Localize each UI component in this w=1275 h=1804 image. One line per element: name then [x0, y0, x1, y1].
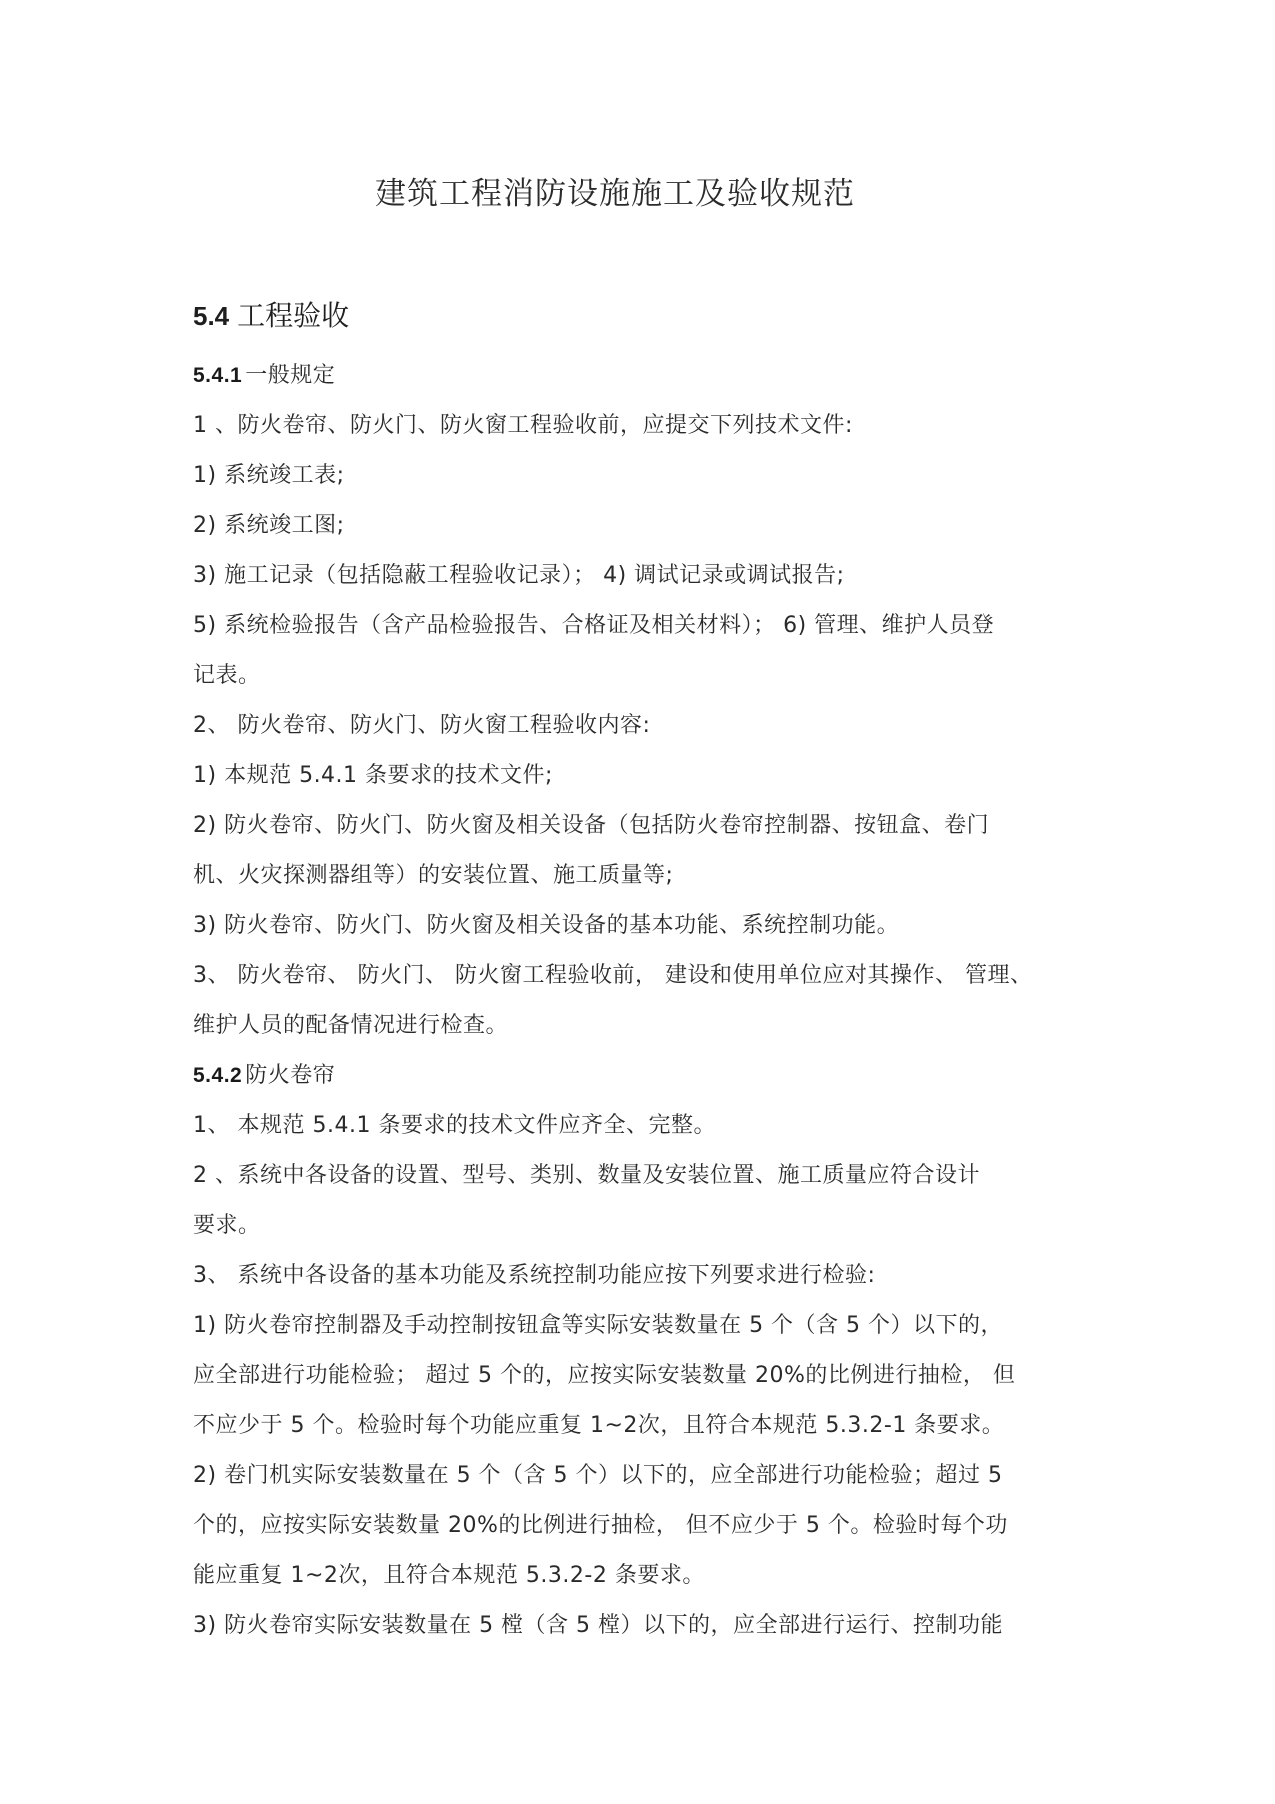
paragraph-line: 1 、防火卷帘、防火门、防火窗工程验收前，应提交下列技术文件:	[193, 413, 853, 438]
paragraph-line: 1) 系统竣工表;	[193, 463, 345, 488]
paragraph-line: 2) 防火卷帘、防火门、防火窗及相关设备（包括防火卷帘控制器、按钮盒、卷门	[193, 813, 990, 838]
paragraph-line: 维护人员的配备情况进行检查。	[193, 1013, 509, 1038]
paragraph-line: 2) 卷门机实际安装数量在 5 个（含 5 个）以下的，应全部进行功能检验；超过 5	[193, 1463, 1003, 1488]
paragraph-line: 能应重复 1~2次，且符合本规范 5.3.2-2 条要求。	[193, 1563, 705, 1588]
paragraph-line: 3、 系统中各设备的基本功能及系统控制功能应按下列要求进行检验:	[193, 1263, 876, 1288]
paragraph-line: 1) 防火卷帘控制器及手动控制按钮盒等实际安装数量在 5 个（含 5 个）以下的，	[193, 1313, 1004, 1338]
subsection-heading-fire-shutter	[193, 1058, 1093, 1089]
paragraph-line: 1) 本规范 5.4.1 条要求的技术文件;	[193, 763, 553, 788]
section-number: 5.4	[193, 301, 230, 331]
document-title: 建筑工程消防设施施工及验收规范	[375, 176, 855, 212]
subsection-label: 防火卷帘	[245, 1063, 336, 1088]
subsection-number: 5.4.2	[193, 1064, 243, 1087]
subsection-label: 一般规定	[245, 363, 336, 388]
paragraph-line: 3) 防火卷帘、防火门、防火窗及相关设备的基本功能、系统控制功能。	[193, 913, 900, 938]
subsection-number: 5.4.1	[193, 364, 243, 387]
paragraph-line: 个的，应按实际安装数量 20%的比例进行抽检， 但不应少于 5 个。检验时每个功	[193, 1513, 1008, 1538]
paragraph-line: 5) 系统检验报告（含产品检验报告、合格证及相关材料）； 6) 管理、维护人员登	[193, 613, 995, 638]
paragraph-line: 1、 本规范 5.4.1 条要求的技术文件应齐全、完整。	[193, 1113, 716, 1138]
paragraph-line: 不应少于 5 个。检验时每个功能应重复 1~2次，且符合本规范 5.3.2-1 条要求。	[193, 1413, 1005, 1438]
paragraph-line: 2、 防火卷帘、防火门、防火窗工程验收内容:	[193, 713, 651, 738]
section-heading	[193, 294, 349, 334]
paragraph-line: 3) 施工记录（包括隐蔽工程验收记录）； 4) 调试记录或调试报告;	[193, 563, 845, 588]
paragraph-line: 2) 系统竣工图;	[193, 513, 345, 538]
paragraph-line: 要求。	[193, 1213, 261, 1238]
paragraph-line: 记表。	[193, 663, 261, 688]
paragraph-line: 3、 防火卷帘、 防火门、 防火窗工程验收前， 建设和使用单位应对其操作、 管理、	[193, 963, 1033, 988]
paragraph-line: 机、火灾探测器组等）的安装位置、施工质量等;	[193, 863, 674, 888]
subsection-heading-general	[193, 358, 1093, 389]
paragraph-line: 2 、系统中各设备的设置、型号、类别、数量及安装位置、施工质量应符合设计	[193, 1163, 980, 1188]
paragraph-line: 应全部进行功能检验； 超过 5 个的，应按实际安装数量 20%的比例进行抽检， 但	[193, 1363, 1016, 1388]
paragraph-line: 3) 防火卷帘实际安装数量在 5 樘（含 5 樘）以下的，应全部进行运行、控制功能	[193, 1613, 1004, 1638]
section-label: 工程验收	[237, 299, 350, 332]
